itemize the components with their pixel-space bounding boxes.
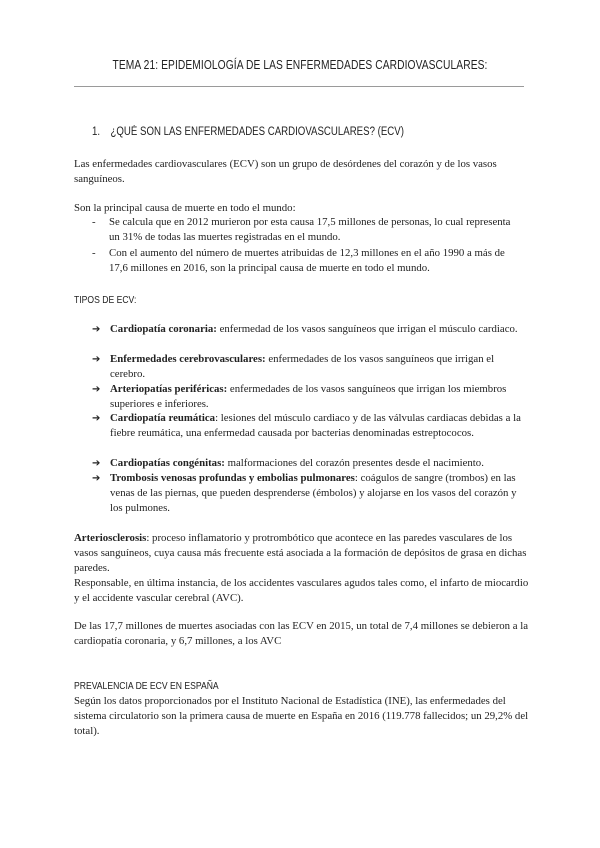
cause-lead: Son la principal causa de muerte en todo el mundo: <box>74 202 296 214</box>
prevalence-paragraph: Según los datos proporcionados por el Instituto Nacional de Estadística (INE), las enfermedades del sistema circulatorio son la primera causa de muerte en España en 2016 (119.778 fallecidos; un 29,2% del total). <box>74 695 529 738</box>
type-term: Arteriopatías periféricas: <box>110 383 228 395</box>
cause-point <box>92 246 532 277</box>
title-divider <box>74 86 524 87</box>
type-text: enfermedades de los vasos sanguíneos que irrigan los miembros superiores e inferiores. <box>110 383 507 411</box>
cause-point-text: Con el aumento del número de muertes atribuidas de 12,3 millones en el año 1990 a más de 17,6 millones en 2016, son la principal causa de muerte en todo el mundo. <box>109 247 505 275</box>
intro-paragraph: Las enfermedades cardiovasculares (ECV) son un grupo de desórdenes del corazón y de los vasos sanguíneos. <box>74 158 497 186</box>
dash-marker: - <box>92 216 96 228</box>
arrow-right-icon: ➔ <box>92 413 101 424</box>
type-term: Cardiopatía coronaria: <box>110 323 217 335</box>
arrow-right-icon: ➔ <box>92 354 101 365</box>
dash-marker: - <box>92 247 96 259</box>
type-text: enfermedad de los vasos sanguíneos que irrigan el músculo cardiaco. <box>216 323 518 335</box>
types-heading: TIPOS DE ECV: <box>74 294 137 306</box>
type-text: : coágulos de sangre (trombos) en las venas de las piernas, que pueden desprenderse (émbolos) y alojarse en los vasos del corazón y los pulmones. <box>110 472 517 515</box>
arrow-right-icon: ➔ <box>92 384 101 395</box>
type-term: Enfermedades cerebrovasculares: <box>110 353 266 365</box>
prevalence-heading: PREVALENCIA DE ECV EN ESPAÑA <box>74 680 219 692</box>
deaths-2015-paragraph: De las 17,7 millones de muertes asociadas con las ECV en 2015, un total de 7,4 millones se debieron a la cardiopatía coronaria, y 6,7 millones, a los AVC <box>74 620 529 648</box>
cause-point-text: Se calcula que en 2012 murieron por esta causa 17,5 millones de personas, lo cual representa un 31% de todas las muertes registradas en el mundo. <box>109 216 511 244</box>
arteriosclerosis-responsible: Responsable, en última instancia, de los accidentes vasculares agudos tales como, el infarto de miocardio y el accidente vascular cerebral (AVC). <box>74 577 529 605</box>
section-heading <box>92 126 404 138</box>
section-title: ¿QUÉ SON LAS ENFERMEDADES CARDIOVASCULARES? (ECV) <box>110 126 404 138</box>
arteriosclerosis-term: Arteriosclerosis <box>74 532 147 544</box>
page-title: TEMA 21: EPIDEMIOLOGÍA DE LAS ENFERMEDADES CARDIOVASCULARES: <box>112 58 488 72</box>
arrow-right-icon: ➔ <box>92 324 101 335</box>
type-text: : lesiones del músculo cardiaco y de las válvulas cardiacas debidas a la fiebre reumática, una enfermedad causada por bacterias denominadas estreptococos. <box>110 412 521 440</box>
arteriosclerosis-text: : proceso inflamatorio y protrombótico que acontece en las paredes vasculares de los vasos sanguíneos, cuya causa más frecuente está asociada a la formación de depósitos de grasa en dichas paredes. <box>74 532 527 575</box>
type-term: Cardiopatías congénitas: <box>110 457 225 469</box>
type-text: enfermedades de los vasos sanguíneos que irrigan el cerebro. <box>110 353 495 381</box>
section-number: 1. <box>92 126 101 138</box>
arteriosclerosis-paragraph <box>74 531 530 577</box>
arrow-right-icon: ➔ <box>92 473 101 484</box>
type-term: Trombosis venosas profundas y embolias pulmonares <box>110 472 355 484</box>
type-text: malformaciones del corazón presentes desde el nacimiento. <box>224 457 484 469</box>
arrow-right-icon: ➔ <box>92 458 101 469</box>
cause-point <box>92 215 532 246</box>
type-term: Cardiopatía reumática <box>110 412 216 424</box>
